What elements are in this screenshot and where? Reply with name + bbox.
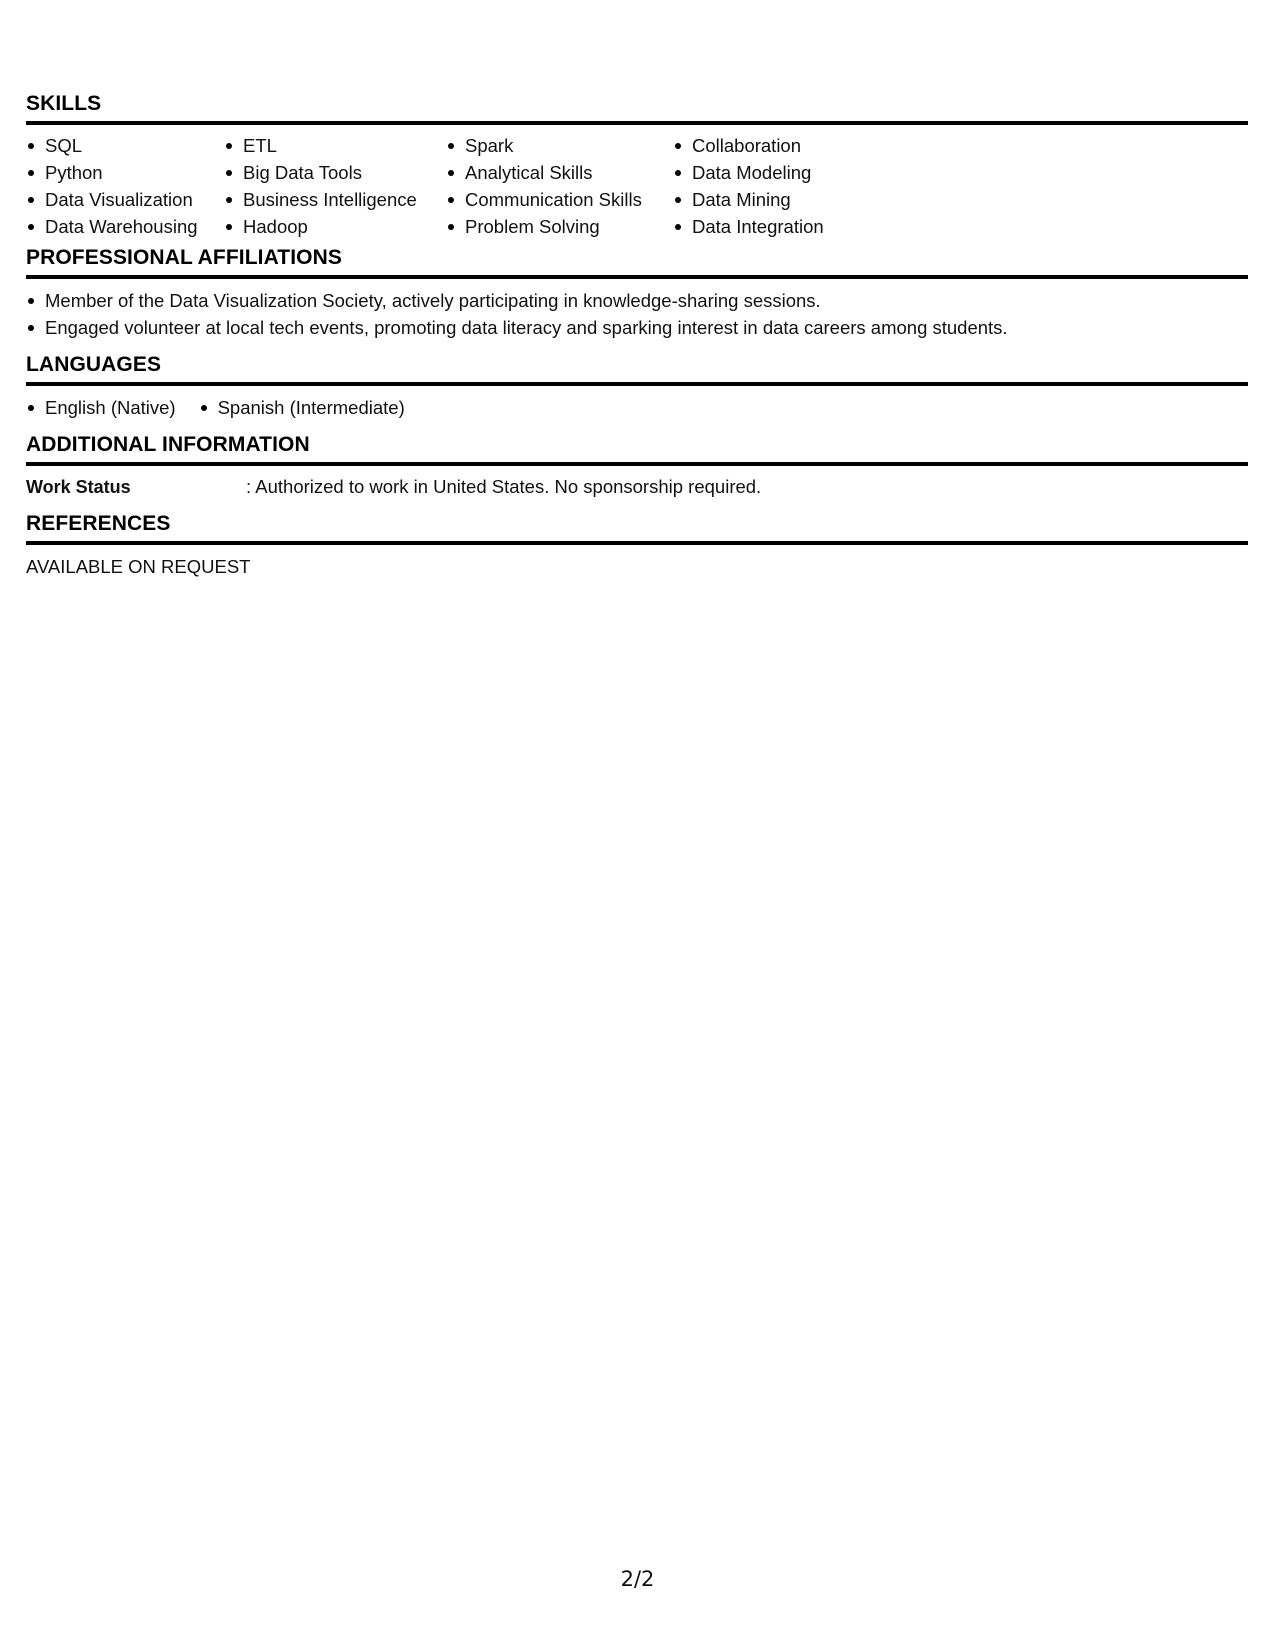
work-status-label: Work Status	[26, 477, 131, 497]
skill-item: Data Warehousing	[26, 213, 224, 240]
references-section	[26, 512, 1248, 580]
languages-list	[26, 386, 1248, 433]
skill-item: Data Visualization	[26, 186, 224, 213]
skill-item: Business Intelligence	[224, 186, 446, 213]
affiliation-item: Member of the Data Visualization Society, actively participating in knowledge-sharing sessions.	[26, 287, 1248, 314]
page-number: 2/2	[620, 1567, 655, 1591]
affiliations-section	[26, 246, 1248, 353]
skills-grid	[26, 125, 1248, 246]
skill-item: Data Mining	[673, 186, 873, 213]
affiliations-list	[26, 279, 1248, 353]
skills-column-4	[673, 132, 873, 240]
skills-column-3	[446, 132, 673, 240]
skill-item: Problem Solving	[446, 213, 673, 240]
additional-info-section	[26, 433, 1248, 512]
resume-page	[26, 92, 1248, 580]
skill-item: Collaboration	[673, 132, 873, 159]
work-status-value: : Authorized to work in United States. No sponsorship required.	[246, 476, 762, 497]
skills-column-2	[224, 132, 446, 240]
skill-item: Hadoop	[224, 213, 446, 240]
skills-column-1	[26, 132, 224, 240]
skill-item: Communication Skills	[446, 186, 673, 213]
affiliations-heading: PROFESSIONAL AFFILIATIONS	[26, 246, 1248, 279]
affiliation-item: Engaged volunteer at local tech events, promoting data literacy and sparking interest in data careers among students.	[26, 314, 1248, 341]
language-item: Spanish (Intermediate)	[199, 394, 405, 421]
languages-section	[26, 353, 1248, 433]
skills-heading: SKILLS	[26, 92, 1248, 125]
skill-item: Analytical Skills	[446, 159, 673, 186]
languages-heading: LANGUAGES	[26, 353, 1248, 386]
skill-item: Big Data Tools	[224, 159, 446, 186]
work-status-row	[26, 466, 1248, 512]
references-heading: REFERENCES	[26, 512, 1248, 545]
skills-section	[26, 92, 1248, 246]
references-text: AVAILABLE ON REQUEST	[26, 556, 251, 577]
language-item: English (Native)	[26, 394, 176, 421]
skill-item: Python	[26, 159, 224, 186]
skill-item: SQL	[26, 132, 224, 159]
additional-info-heading: ADDITIONAL INFORMATION	[26, 433, 1248, 466]
skill-item: Data Integration	[673, 213, 873, 240]
skill-item: ETL	[224, 132, 446, 159]
skill-item: Data Modeling	[673, 159, 873, 186]
skill-item: Spark	[446, 132, 673, 159]
